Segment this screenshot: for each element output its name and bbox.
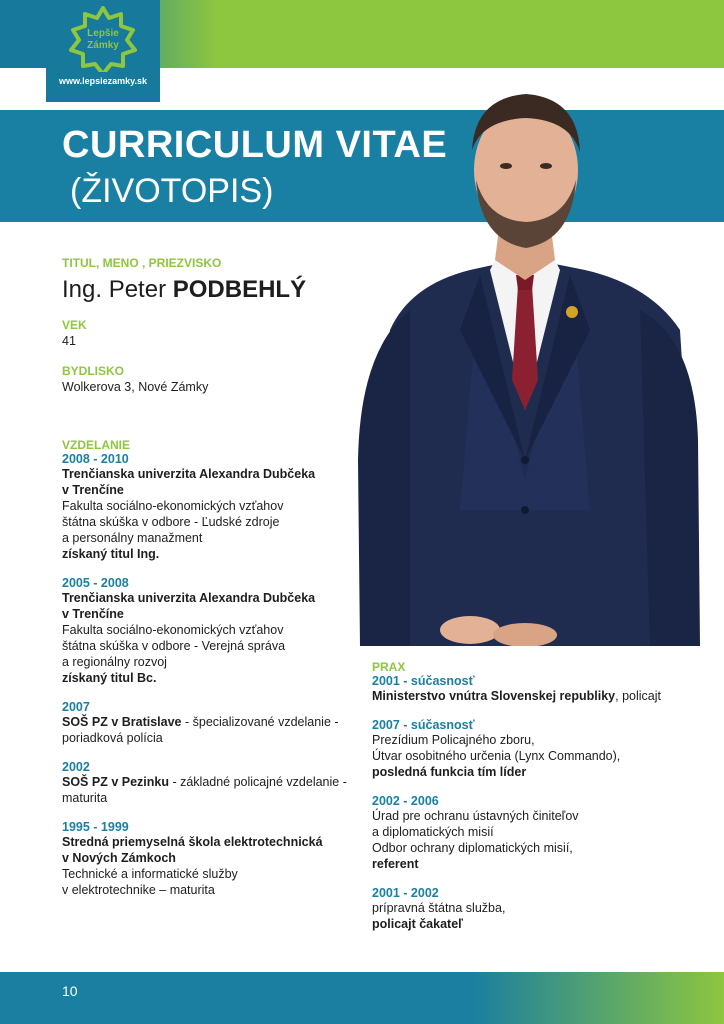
age-value: 41 — [62, 334, 76, 348]
practice-item: 2002 - 2006 Úrad pre ochranu ústavných činiteľov a diplomatických misií Odbor ochrany diplomatických misií, referent — [372, 794, 579, 871]
education-label: VZDELANIE — [62, 438, 131, 452]
age-label: VEK — [62, 318, 87, 332]
page-subtitle: (ŽIVOTOPIS) — [70, 172, 274, 210]
logo[interactable] — [46, 0, 160, 102]
practice-label: PRAX — [372, 660, 406, 674]
education-item: 2005 - 2008 Trenčianska univerzita Alexandra Dubčeka v Trenčíne Fakulta sociálno-ekonomických vzťahov štátna skúška v odbore - Verejná správa a regionálny rozvoj získaný titul Bc. — [62, 576, 316, 685]
education-item: 2002 SOŠ PZ v Pezinku - základné policajné vzdelanie - maturita — [62, 760, 347, 805]
practice-item: 2007 - súčasnosť Prezídium Policajného zboru, Útvar osobitného určenia (Lynx Commando), posledná funkcia tím líder — [372, 718, 621, 779]
svg-text:Lepšie: Lepšie — [87, 28, 119, 39]
bottom-color-band — [0, 972, 724, 1024]
page-number: 10 — [62, 983, 78, 999]
logo-gear-icon — [64, 6, 142, 72]
address-label: BYDLISKO — [62, 364, 125, 378]
portrait-photo — [350, 80, 710, 646]
page-title: CURRICULUM VITAE — [62, 124, 448, 166]
education-item: 1995 - 1999 Stredná priemyselná škola elektrotechnická v Nových Zámkoch Technické a informatické služby v elektrotechnike – maturita — [62, 820, 323, 897]
education-item: 2008 - 2010 Trenčianska univerzita Alexandra Dubčeka v Trenčíne Fakulta sociálno-ekonomických vzťahov štátna skúška v odbore - Ľudské zdroje a personálny manažment získaný titul Ing. — [62, 452, 316, 561]
name-label: TITUL, MENO , PRIEZVISKO — [62, 256, 222, 270]
address-value: Wolkerova 3, Nové Zámky — [62, 380, 209, 394]
person-name: Ing. Peter PODBEHLÝ — [62, 276, 307, 303]
practice-item: 2001 - 2002 prípravná štátna služba, policajt čakateľ — [372, 886, 506, 931]
right-column — [372, 660, 712, 932]
svg-text:Zámky: Zámky — [87, 40, 119, 51]
practice-item: 2001 - súčasnosť Ministerstvo vnútra Slovenskej republiky, policajt — [372, 674, 661, 703]
logo-url: www.lepsiezamky.sk — [58, 76, 148, 86]
education-item: 2007 SOŠ PZ v Bratislave - špecializované vzdelanie - poriadková polícia — [62, 700, 339, 745]
left-column — [62, 256, 362, 898]
